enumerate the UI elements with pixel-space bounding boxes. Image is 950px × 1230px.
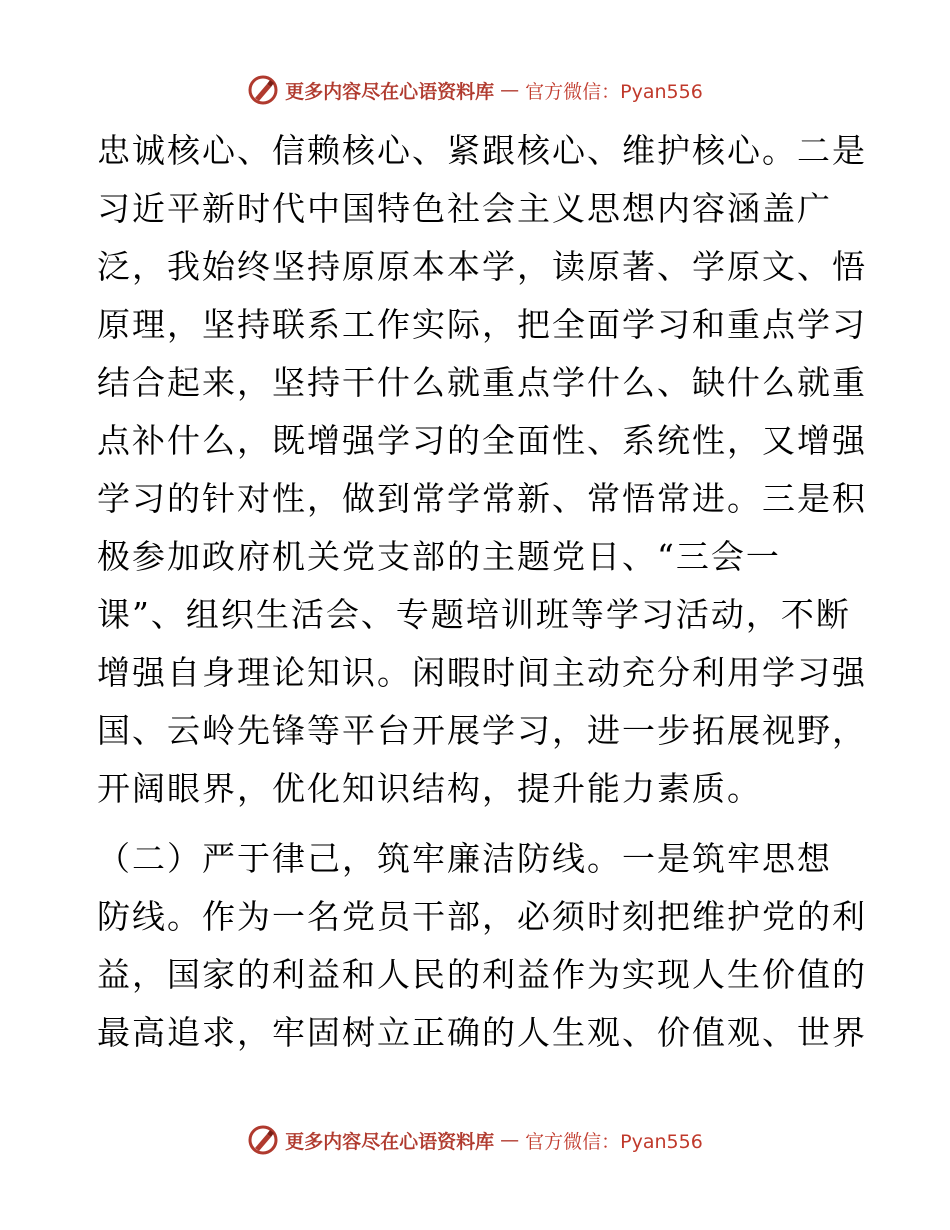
text-line: 结合起来，坚持干什么就重点学什么、缺什么就重 [97, 363, 867, 402]
text-line: 点补什么，既增强学习的全面性、系统性，又增强 [97, 421, 867, 460]
paragraph-1 [97, 122, 867, 818]
text-line: 开阔眼界，优化知识结构，提升能力素质。 [97, 769, 762, 808]
text-line: 增强自身理论知识。闲暇时间主动充分利用学习强 [97, 653, 867, 692]
document-body [97, 122, 867, 1062]
watermark-dash: — [500, 1129, 520, 1151]
paragraph-2 [97, 830, 867, 1062]
footer-watermark [0, 1122, 950, 1158]
text-line: 习近平新时代中国特色社会主义思想内容涵盖广 [97, 189, 832, 228]
text-line: 泛，我始终坚持原原本本学，读原著、学原文、悟 [97, 247, 867, 286]
text-line: 防线。作为一名党员干部，必须时刻把维护党的利 [97, 897, 867, 936]
header-watermark [0, 72, 950, 108]
pen-logo-icon [247, 1124, 279, 1156]
pen-logo-icon [247, 74, 279, 106]
text-line: 学习的针对性，做到常学常新、常悟常进。三是积 [97, 479, 867, 518]
text-line: 课”、组织生活会、专题培训班等学习活动，不断 [97, 595, 851, 634]
text-line: 国、云岭先锋等平台开展学习，进一步拓展视野， [97, 711, 867, 750]
text-line: 忠诚核心、信赖核心、紧跟核心、维护核心。二是 [97, 131, 867, 170]
text-line: 最高追求，牢固树立正确的人生观、价值观、世界 [97, 1013, 867, 1052]
watermark-contact: 官方微信：Pyan556 [525, 1130, 703, 1153]
text-line: 极参加政府机关党支部的主题党日、“三会一 [97, 537, 781, 576]
watermark-contact: 官方微信：Pyan556 [525, 80, 703, 103]
watermark-brand: 更多内容尽在心语资料库 [285, 80, 495, 103]
watermark-brand: 更多内容尽在心语资料库 [285, 1130, 495, 1153]
text-line: 益，国家的利益和人民的利益作为实现人生价值的 [97, 955, 867, 994]
paragraph-gap [97, 818, 857, 830]
text-line: 原理，坚持联系工作实际，把全面学习和重点学习 [97, 305, 867, 344]
watermark-dash: — [500, 79, 520, 101]
section-heading-line: （二）严于律己，筑牢廉洁防线。一是筑牢思想 [97, 839, 832, 878]
